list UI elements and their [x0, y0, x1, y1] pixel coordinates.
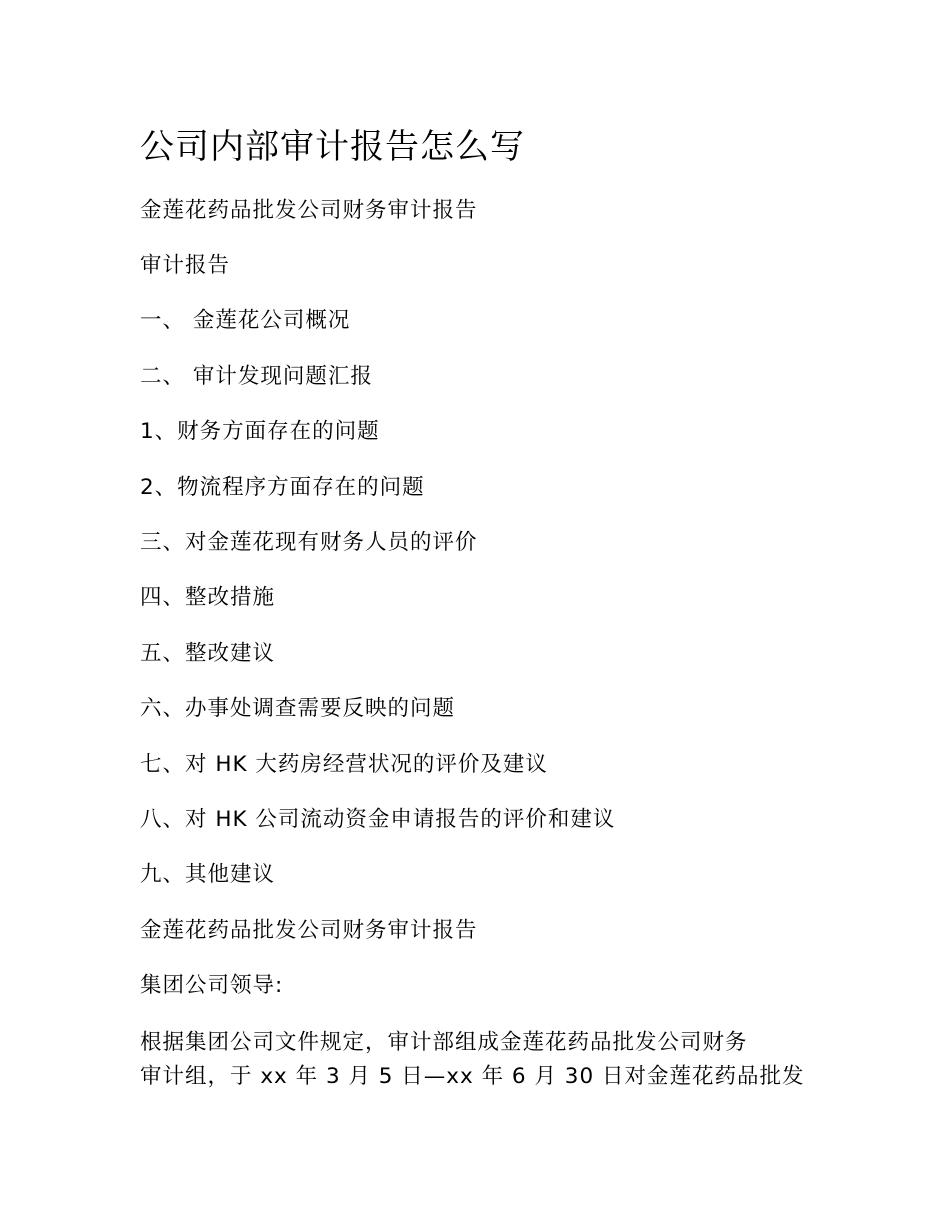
toc-item-1: 一、 金莲花公司概况 [140, 308, 351, 333]
paragraph-line-1: 根据集团公司文件规定，审计部组成金莲花药品批发公司财务 [140, 1030, 748, 1055]
toc-item-6: 六、办事处调查需要反映的问题 [140, 696, 456, 721]
line-salutation: 集团公司领导: [140, 973, 284, 998]
document-title: 公司内部审计报告怎么写 [140, 127, 525, 167]
toc-item-4: 四、整改措施 [140, 585, 276, 610]
line-report-heading-repeat: 金莲花药品批发公司财务审计报告 [140, 918, 478, 943]
toc-item-5: 五、整改建议 [140, 641, 276, 666]
toc-item-3: 三、对金莲花现有财务人员的评价 [140, 530, 478, 555]
paragraph-line-2: 审计组，于 xx 年 3 月 5 日—xx 年 6 月 30 日对金莲花药品批发 [140, 1064, 805, 1089]
toc-item-2: 二、 审计发现问题汇报 [140, 364, 373, 389]
body-paragraph [140, 1026, 820, 1094]
line-audit-report: 审计报告 [140, 253, 231, 278]
toc-subitem-1: 1、财务方面存在的问题 [140, 419, 380, 444]
toc-item-8: 八、对 HK 公司流动资金申请报告的评价和建议 [140, 807, 616, 832]
toc-item-7: 七、对 HK 大药房经营状况的评价及建议 [140, 752, 548, 777]
toc-subitem-2: 2、物流程序方面存在的问题 [140, 475, 425, 500]
line-report-heading: 金莲花药品批发公司财务审计报告 [140, 198, 478, 223]
toc-item-9: 九、其他建议 [140, 862, 276, 887]
